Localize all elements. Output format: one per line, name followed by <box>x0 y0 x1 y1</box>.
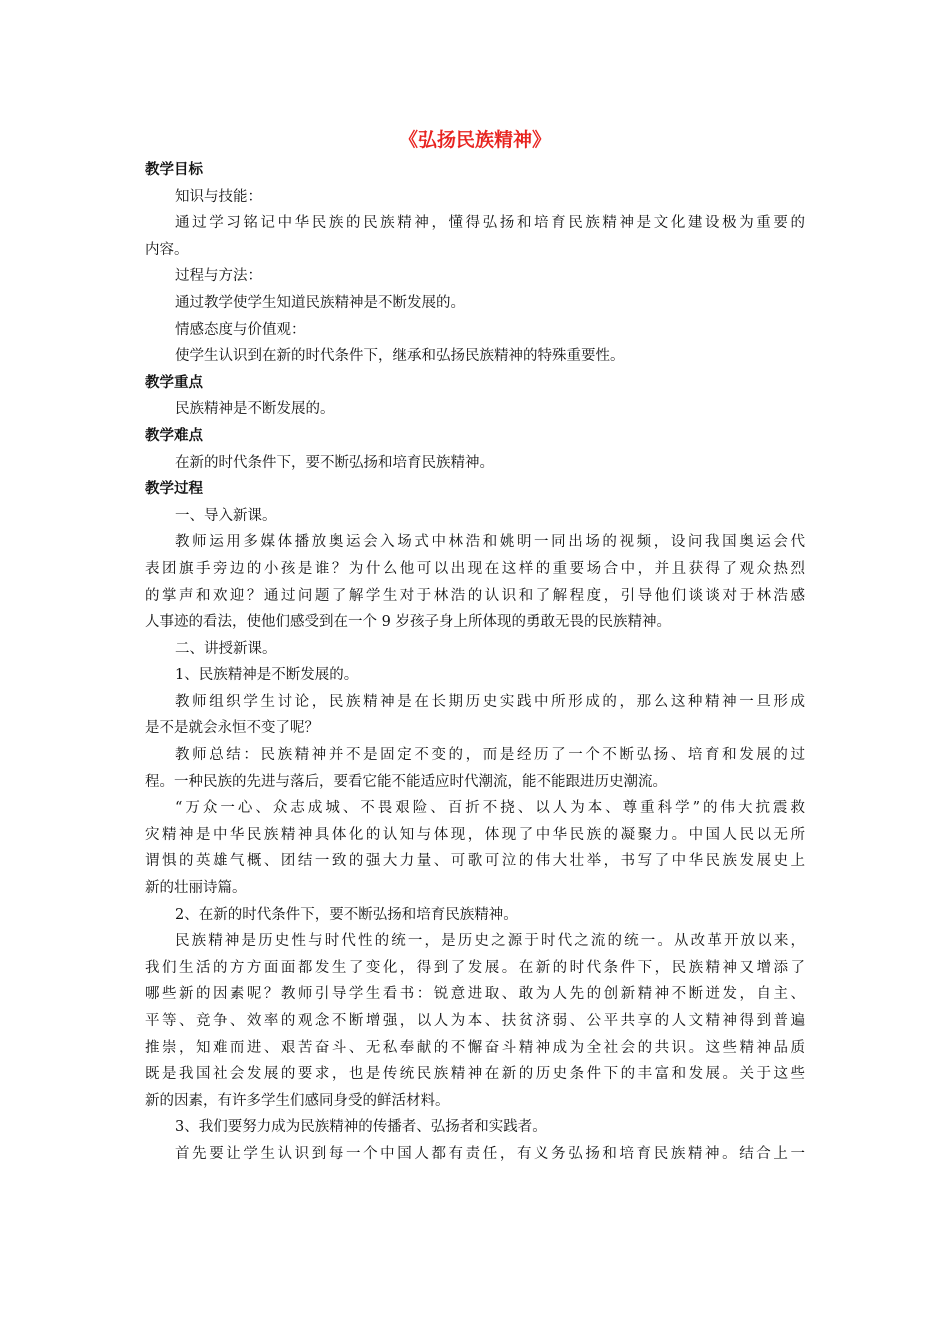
section-heading: 教学难点 <box>145 427 203 444</box>
paragraph-line: 新的因素，有许多学生们感同身受的鲜活材料。 <box>145 1092 450 1109</box>
section-heading: 教学目标 <box>145 162 203 178</box>
section-heading: 教学重点 <box>145 374 203 391</box>
section-heading: 教学过程 <box>145 481 203 498</box>
paragraph-line: 既是我国社会发展的要求，也是传统民族精神在新的历史条件下的丰富和发展。关于这些 <box>145 1066 805 1083</box>
paragraph-line: 新的壮丽诗篇。 <box>145 880 247 897</box>
paragraph-line-indented: 教师运用多媒体播放奥运会入场式中林浩和姚明一同出场的视频，设问我国奥运会代 <box>175 534 805 551</box>
paragraph-line-indented: 一、导入新课。 <box>175 507 277 524</box>
paragraph-line-indented: 过程与方法： <box>175 268 262 285</box>
paragraph-line-indented: “万众一心、众志成城、不畏艰险、百折不挠、以人为本、尊重科学”的伟大抗震救 <box>175 800 805 817</box>
paragraph-line: 灾精神是中华民族精神具体化的认知与体现，体现了中华民族的凝聚力。中国人民以无所 <box>145 826 805 843</box>
paragraph-line: 的掌声和欢迎？通过问题了解学生对于林浩的认识和了解程度，引导他们谈谈对于林浩感 <box>145 587 805 604</box>
paragraph-line-indented: 民族精神是历史性与时代性的统一，是历史之源于时代之流的统一。从改革开放以来， <box>175 933 805 950</box>
paragraph-line-indented: 民族精神是不断发展的。 <box>175 401 335 418</box>
paragraph-line: 程。一种民族的先进与落后，要看它能不能适应时代潮流，能不能跟进历史潮流。 <box>145 773 667 790</box>
document-title: 《弘扬民族精神》 <box>398 129 551 151</box>
paragraph-line-indented: 通过学习铭记中华民族的民族精神，懂得弘扬和培育民族精神是文化建设极为重要的 <box>175 215 805 232</box>
paragraph-line-indented: 教师组织学生讨论，民族精神是在长期历史实践中所形成的，那么这种精神一旦形成 <box>175 693 805 710</box>
paragraph-line: 我们生活的方方面面都发生了变化，得到了发展。在新的时代条件下，民族精神又增添了 <box>145 959 805 976</box>
paragraph-line-indented: 在新的时代条件下，要不断弘扬和培育民族精神。 <box>175 454 494 471</box>
paragraph-line: 谓惧的英雄气概、团结一致的强大力量、可歌可泣的伟大壮举，书写了中华民族发展史上 <box>145 853 805 870</box>
paragraph-line: 内容。 <box>145 241 189 258</box>
paragraph-line: 推崇，知难而进、艰苦奋斗、无私奉献的不懈奋斗精神成为全社会的共识。这些精神品质 <box>145 1039 805 1056</box>
paragraph-line-indented: 通过教学使学生知道民族精神是不断发展的。 <box>175 294 465 311</box>
paragraph-line-indented: 情感态度与价值观： <box>175 321 306 338</box>
paragraph-line: 哪些新的因素呢？教师引导学生看书：锐意进取、敢为人先的创新精神不断迸发，自主、 <box>145 986 805 1003</box>
paragraph-line-indented: 1、民族精神是不断发展的。 <box>175 667 359 684</box>
paragraph-line: 人事迹的看法，使他们感受到在一个 9 岁孩子身上所体现的勇敢无畏的民族精神。 <box>145 614 671 631</box>
document-body <box>145 157 805 1168</box>
paragraph-line-indented: 首先要让学生认识到每一个中国人都有责任，有义务弘扬和培育民族精神。结合上一 <box>175 1145 805 1162</box>
paragraph-line-indented: 3、我们要努力成为民族精神的传播者、弘扬者和实践者。 <box>175 1119 547 1136</box>
paragraph-line: 是不是就会永恒不变了呢？ <box>145 720 319 737</box>
paragraph-line-indented: 二、讲授新课。 <box>175 640 277 657</box>
paragraph-line: 表团旗手旁边的小孩是谁？为什么他可以出现在这样的重要场合中，并且获得了观众热烈 <box>145 560 805 577</box>
paragraph-line-indented: 使学生认识到在新的时代条件下，继承和弘扬民族精神的特殊重要性。 <box>175 348 625 365</box>
paragraph-line-indented: 教师总结：民族精神并不是固定不变的，而是经历了一个不断弘扬、培育和发展的过 <box>175 747 805 764</box>
paragraph-line: 平等、竞争、效率的观念不断增强，以人为本、扶贫济弱、公平共享的人文精神得到普遍 <box>145 1013 805 1029</box>
paragraph-line-indented: 知识与技能： <box>175 188 262 205</box>
paragraph-line-indented: 2、在新的时代条件下，要不断弘扬和培育民族精神。 <box>175 906 518 923</box>
